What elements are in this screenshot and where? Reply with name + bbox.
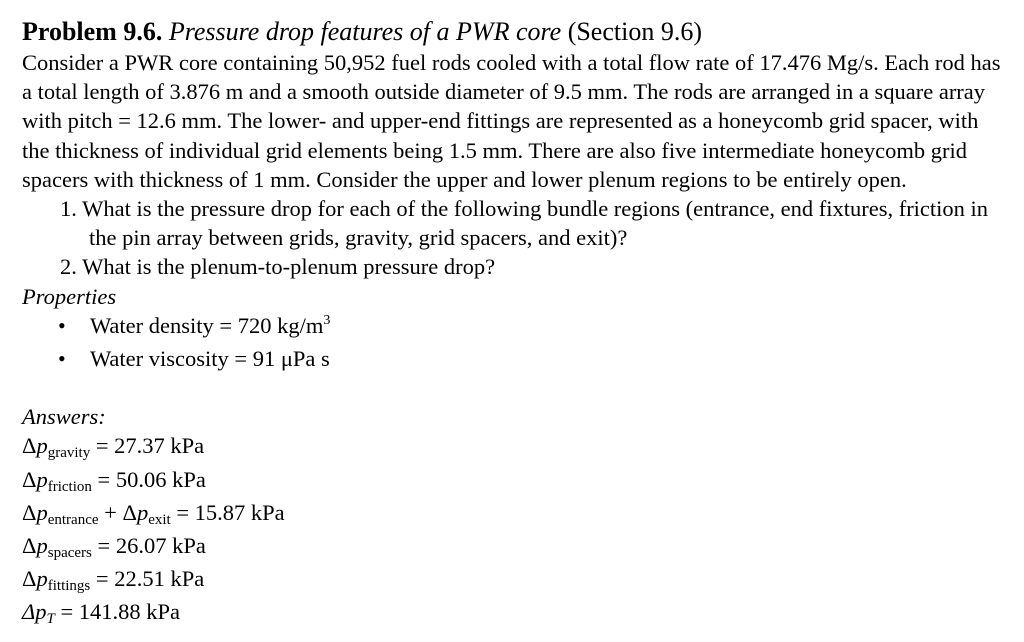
question-item: [22, 194, 1012, 252]
property-density: [22, 311, 1012, 344]
plus-sign: +: [98, 499, 123, 525]
delta-symbol: Δ: [122, 499, 137, 525]
problem-title-text: Pressure drop features of a PWR core: [168, 17, 562, 46]
answer-value: = 27.37 kPa: [90, 433, 205, 459]
delta-symbol: Δ: [22, 433, 37, 459]
question-number: 1.: [60, 196, 77, 222]
answer-fittings: [22, 564, 1012, 597]
question-number: 2.: [60, 254, 77, 280]
delta-symbol: Δ: [22, 566, 37, 592]
question-text: What is the pressure drop for each of the following bundle regions (entrance, end fixtures, friction in the pin array between grids, gravity, grid spacers, and exit)?: [82, 196, 989, 251]
problem-title: [22, 16, 1012, 48]
p-symbol: p: [36, 566, 48, 592]
answer-spacers: [22, 531, 1012, 564]
property-viscosity: [22, 344, 1012, 373]
bullet-icon: •: [58, 312, 66, 338]
answer-value: = 15.87 kPa: [170, 499, 285, 525]
p-symbol: p: [36, 466, 48, 492]
delta-symbol: Δ: [22, 499, 37, 525]
p-symbol: p: [36, 433, 48, 459]
answer-value: = 26.07 kPa: [91, 533, 206, 559]
properties-heading: Properties: [22, 283, 117, 309]
p-symbol: p: [36, 499, 48, 525]
bullet-icon: •: [58, 346, 66, 372]
p-symbol: p: [136, 499, 149, 525]
problem-statement: Consider a PWR core containing 50,952 fuel rods cooled with a total flow rate of 17.476 Mg/s. Each rod has a total length of 3.876 m and a smooth outside diameter of 9.5 mm. The rods are arranged in a square array with pitch = 12.6 mm. The lower- and upper-end fittings are represented as a honeycomb grid spacer, with the thickness of individual grid elements being 1.5 mm. There are also five intermediate honeycomb grid spacers with thickness of 1 mm. Consider the upper and lower plenum regions to be entirely open.: [22, 50, 1001, 192]
total-prefix: Δp: [22, 599, 47, 625]
answer-gravity: [22, 431, 1012, 464]
answer-value: = 50.06 kPa: [91, 466, 206, 492]
answer-subscript: fittings: [47, 578, 91, 595]
problem-label: Problem 9.6.: [22, 17, 163, 46]
answer-subscript: T: [46, 611, 55, 628]
answer-subscript: gravity: [47, 445, 91, 462]
question-list: [22, 194, 1012, 282]
problem-section: (Section 9.6): [567, 17, 702, 46]
answer-value: = 22.51 kPa: [90, 566, 205, 592]
density-text: Water density = 720 kg/m: [90, 312, 324, 338]
delta-symbol: Δ: [22, 466, 37, 492]
answer-subscript: entrance: [47, 511, 99, 528]
blank-line: [22, 373, 1012, 402]
answer-value: = 141.88 kPa: [54, 599, 181, 625]
answer-subscript: friction: [47, 478, 92, 495]
delta-symbol: Δ: [22, 533, 37, 559]
answer-friction: [22, 465, 1012, 498]
answer-subscript: spacers: [47, 545, 92, 562]
p-symbol: p: [36, 533, 48, 559]
answer-total: [22, 597, 1012, 630]
properties-list: [22, 311, 1012, 373]
answer-entrance-exit: [22, 498, 1012, 531]
question-text: What is the plenum-to-plenum pressure drop?: [82, 254, 496, 280]
question-item: [22, 252, 1012, 281]
viscosity-text: Water viscosity = 91 μPa s: [90, 346, 330, 372]
density-exponent: 3: [323, 312, 331, 328]
answer-subscript: exit: [148, 511, 171, 528]
answers-heading: Answers:: [22, 404, 106, 430]
